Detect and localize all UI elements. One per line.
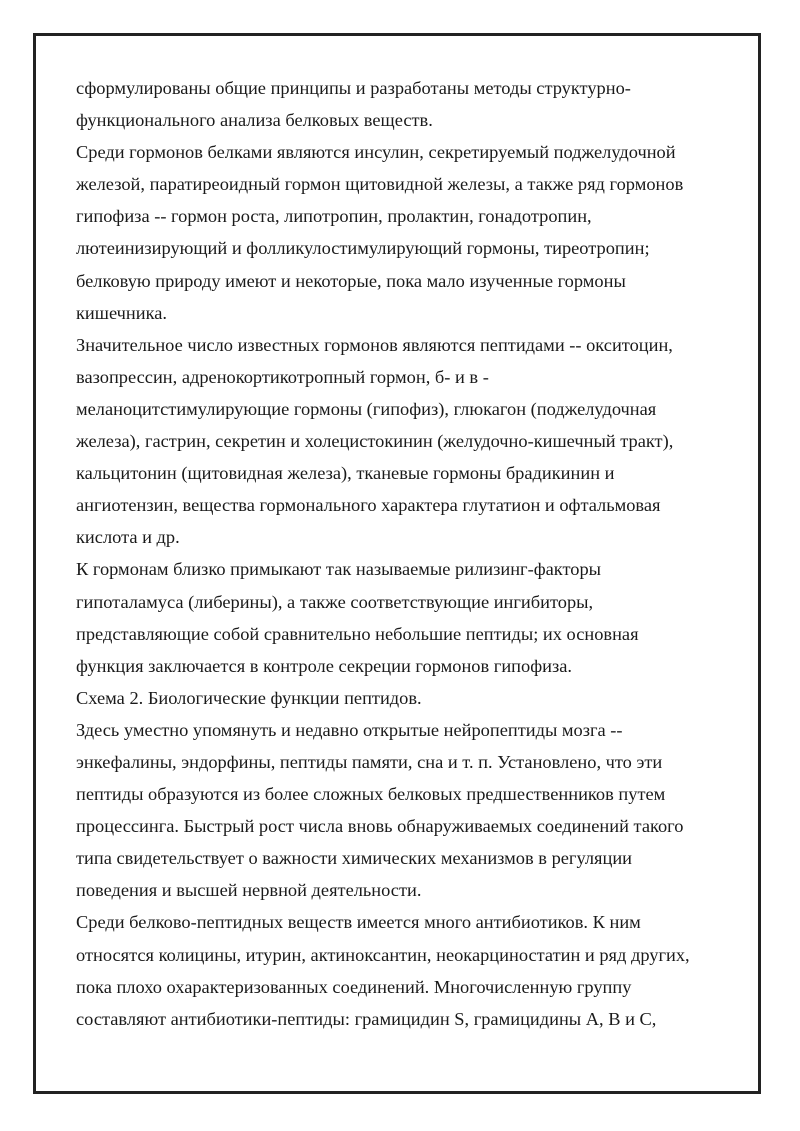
text-line: Значительное число известных гормонов являются пептидами -- окситоцин, [76, 334, 673, 355]
text-line: лютеинизирующий и фолликулостимулирующий гормоны, тиреотропин; [76, 238, 650, 259]
text-line: Среди гормонов белками являются инсулин, секретируемый поджелудочной [76, 142, 676, 163]
text-line: функция заключается в контроле секреции гормонов гипофиза. [76, 655, 572, 676]
text-line: Здесь уместно упомянуть и недавно открытые нейропептиды мозга -- [76, 719, 623, 740]
text-line: кишечника. [76, 302, 167, 323]
text-line: процессинга. Быстрый рост числа вновь обнаруживаемых соединений такого [76, 816, 684, 837]
text-line: относятся колицины, итурин, актиноксантин, неокарциностатин и ряд других, [76, 944, 690, 965]
text-line: белковую природу имеют и некоторые, пока мало изученные гормоны [76, 270, 626, 291]
text-line: поведения и высшей нервной деятельности. [76, 880, 422, 901]
text-line: вазопрессин, адренокортикотропный гормон, б- и в - [76, 366, 489, 387]
text-line: железой, паратиреоидный гормон щитовидной железы, а также ряд гормонов [76, 174, 684, 195]
text-line: К гормонам близко примыкают так называемые рилизинг-факторы [76, 559, 602, 580]
text-line: ангиотензин, вещества гормонального характера глутатион и офтальмовая [76, 495, 661, 516]
text-line: кальцитонин (щитовидная железа), тканевые гормоны брадикинин и [76, 463, 615, 484]
text-line: составляют антибиотики-пептиды: грамицидин S, грамицидины A, B и C, [76, 1008, 657, 1029]
text-line: гипоталамуса (либерины), а также соответствующие ингибиторы, [76, 591, 594, 612]
text-line: представляющие собой сравнительно небольшие пептиды; их основная [76, 623, 639, 644]
document-body [76, 72, 716, 1035]
text-line: Схема 2. Биологические функции пептидов. [76, 687, 422, 708]
text-line: типа свидетельствует о важности химических механизмов в регуляции [76, 848, 633, 869]
text-line: гипофиза -- гормон роста, липотропин, пролактин, гонадотропин, [76, 206, 592, 227]
text-line: функционального анализа белковых веществ. [76, 110, 433, 131]
text-line: железа), гастрин, секретин и холецистокинин (желудочно-кишечный тракт), [76, 431, 674, 452]
text-line: пептиды образуются из более сложных белковых предшественников путем [76, 784, 666, 805]
text-line: Среди белково-пептидных веществ имеется много антибиотиков. К ним [76, 912, 641, 933]
text-line: сформулированы общие принципы и разработаны методы структурно- [76, 78, 631, 98]
text-line: меланоцитстимулирующие гормоны (гипофиз), глюкагон (поджелудочная [76, 398, 657, 419]
text-line: кислота и др. [76, 527, 180, 548]
text-line: энкефалины, эндорфины, пептиды памяти, сна и т. п. Установлено, что эти [76, 751, 663, 772]
text-line: пока плохо охарактеризованных соединений. Многочисленную группу [76, 976, 632, 997]
